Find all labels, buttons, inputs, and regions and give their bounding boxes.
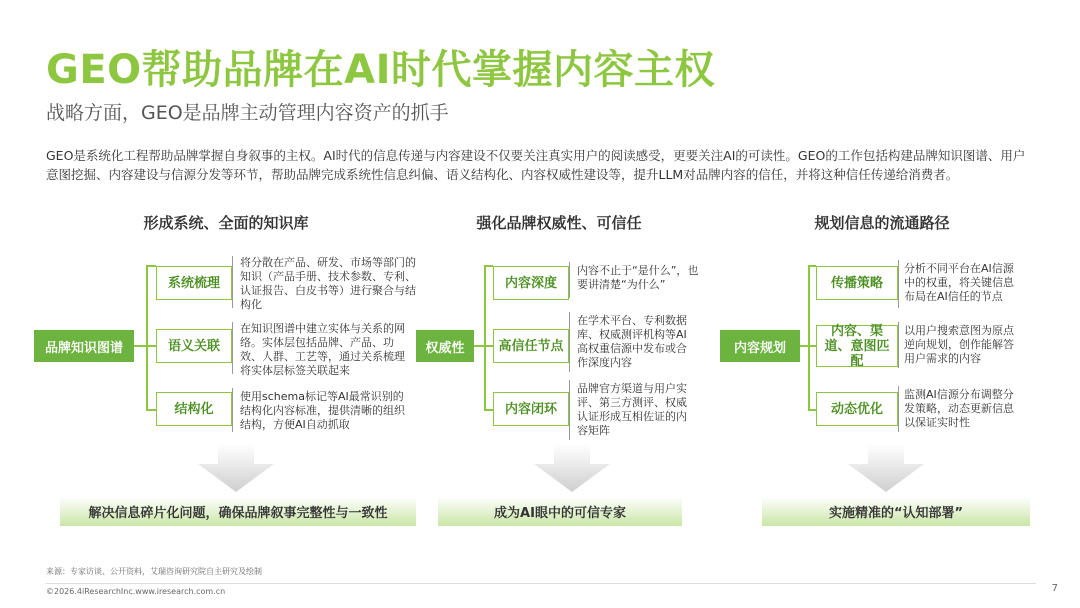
node-structuring: 结构化: [156, 392, 232, 426]
connector: [808, 409, 816, 411]
root-node-content-planning: 内容规划: [720, 330, 800, 362]
outcome-banner: 解决信息碎片化问题，确保品牌叙事完整性与一致性: [60, 496, 416, 526]
node-description: 在知识图谱中建立实体与关系的网络。实体层包括品牌、产品、功效、人群、工艺等，通过关系梳理将实体层标签关联起来: [240, 322, 405, 377]
copyright: ©2026.4iResearchInc.www.iresearch.com.cn: [46, 587, 226, 596]
connector: [146, 345, 156, 347]
outcome-banner: 成为AI眼中的可信专家: [438, 496, 682, 526]
intro-paragraph: GEO是系统化工程帮助品牌掌握自身叙事的主权。AI时代的信息传递与内容建设不仅要关注真实用户的阅读感受，更要关注AI的可读性。GEO的工作包括构建品牌知识图谱、用户意图挖掘、内容建设与信源分发等环节，帮助品牌完成系统性信息纠偏、语义结构化、内容权威性建设等，提升LLM对品牌内容的信任，并将这种信任传递给消费者。: [46, 148, 1026, 182]
page-title: GEO帮助品牌在AI时代掌握内容主权: [46, 47, 715, 93]
node-distribution-strategy: 传播策略: [816, 266, 898, 300]
column-heading-knowledge: 形成系统、全面的知识库: [143, 214, 309, 232]
page-number: 7: [1051, 583, 1058, 594]
column-heading-authority: 强化品牌权威性、可信任: [476, 214, 642, 232]
bracket: [569, 380, 576, 440]
connector: [134, 345, 146, 347]
connector: [484, 265, 486, 410]
source-note: 来源：专家访谈、公开资料，艾瑞咨询研究院自主研究及绘制: [46, 567, 262, 576]
connector: [484, 265, 493, 267]
down-arrow-icon: [196, 444, 276, 494]
connector: [484, 345, 493, 347]
footer-divider: [46, 583, 1036, 584]
connector: [146, 409, 156, 411]
connector: [808, 345, 816, 347]
node-description: 分析不同平台在AI信源中的权重，将关键信息布局在AI信任的节点: [904, 262, 1014, 303]
node-description: 监测AI信源分布调整分发策略，动态更新信息以保证实时性: [904, 388, 1014, 429]
bracket: [232, 322, 239, 374]
node-content-loop: 内容闭环: [493, 392, 569, 426]
node-description: 使用schema标记等AI最常识别的结构化内容标准，提供清晰的组织结构，方便AI自动抓取: [240, 390, 405, 431]
bracket: [232, 388, 239, 432]
node-description: 在学术平台、专利数据库、权威测评机构等AI高权重信源中发布或合作深度内容: [577, 314, 687, 369]
bracket: [569, 262, 576, 298]
page-subtitle: 战略方面，GEO是品牌主动管理内容资产的抓手: [46, 102, 449, 124]
node-high-trust: 高信任节点: [493, 329, 569, 363]
root-node-authority: 权威性: [416, 330, 474, 362]
node-system-sorting: 系统梳理: [156, 266, 232, 300]
connector: [146, 265, 156, 267]
connector: [484, 409, 493, 411]
column-heading-flow: 规划信息的流通路径: [814, 214, 950, 232]
outcome-banner: 实施精准的“认知部署”: [762, 496, 1030, 526]
down-arrow-icon: [846, 444, 926, 494]
bracket: [232, 256, 239, 308]
node-content-channel-intent: 内容、渠道、意图匹配: [816, 325, 898, 367]
node-description: 品牌官方渠道与用户实评、第三方测评、权威认证形成互相佐证的内容矩阵: [577, 382, 687, 437]
connector: [800, 345, 808, 347]
connector: [808, 265, 816, 267]
connector: [808, 265, 810, 410]
root-node-knowledge-graph: 品牌知识图谱: [34, 330, 134, 362]
node-semantic-linking: 语义关联: [156, 329, 232, 363]
node-description: 将分散在产品、研发、市场等部门的知识（产品手册、技术参数、专利、认证报告、白皮书等）进行聚合与结构化: [240, 256, 416, 311]
down-arrow-icon: [532, 444, 612, 494]
bracket: [569, 312, 576, 372]
connector: [146, 265, 148, 410]
connector: [474, 345, 484, 347]
node-dynamic-optimization: 动态优化: [816, 392, 898, 426]
node-description: 以用户搜索意图为原点逆向规划，创作能解答用户需求的内容: [904, 324, 1014, 365]
node-description: 内容不止于“是什么”，也要讲清楚“为什么”: [577, 264, 699, 291]
node-content-depth: 内容深度: [493, 266, 569, 300]
